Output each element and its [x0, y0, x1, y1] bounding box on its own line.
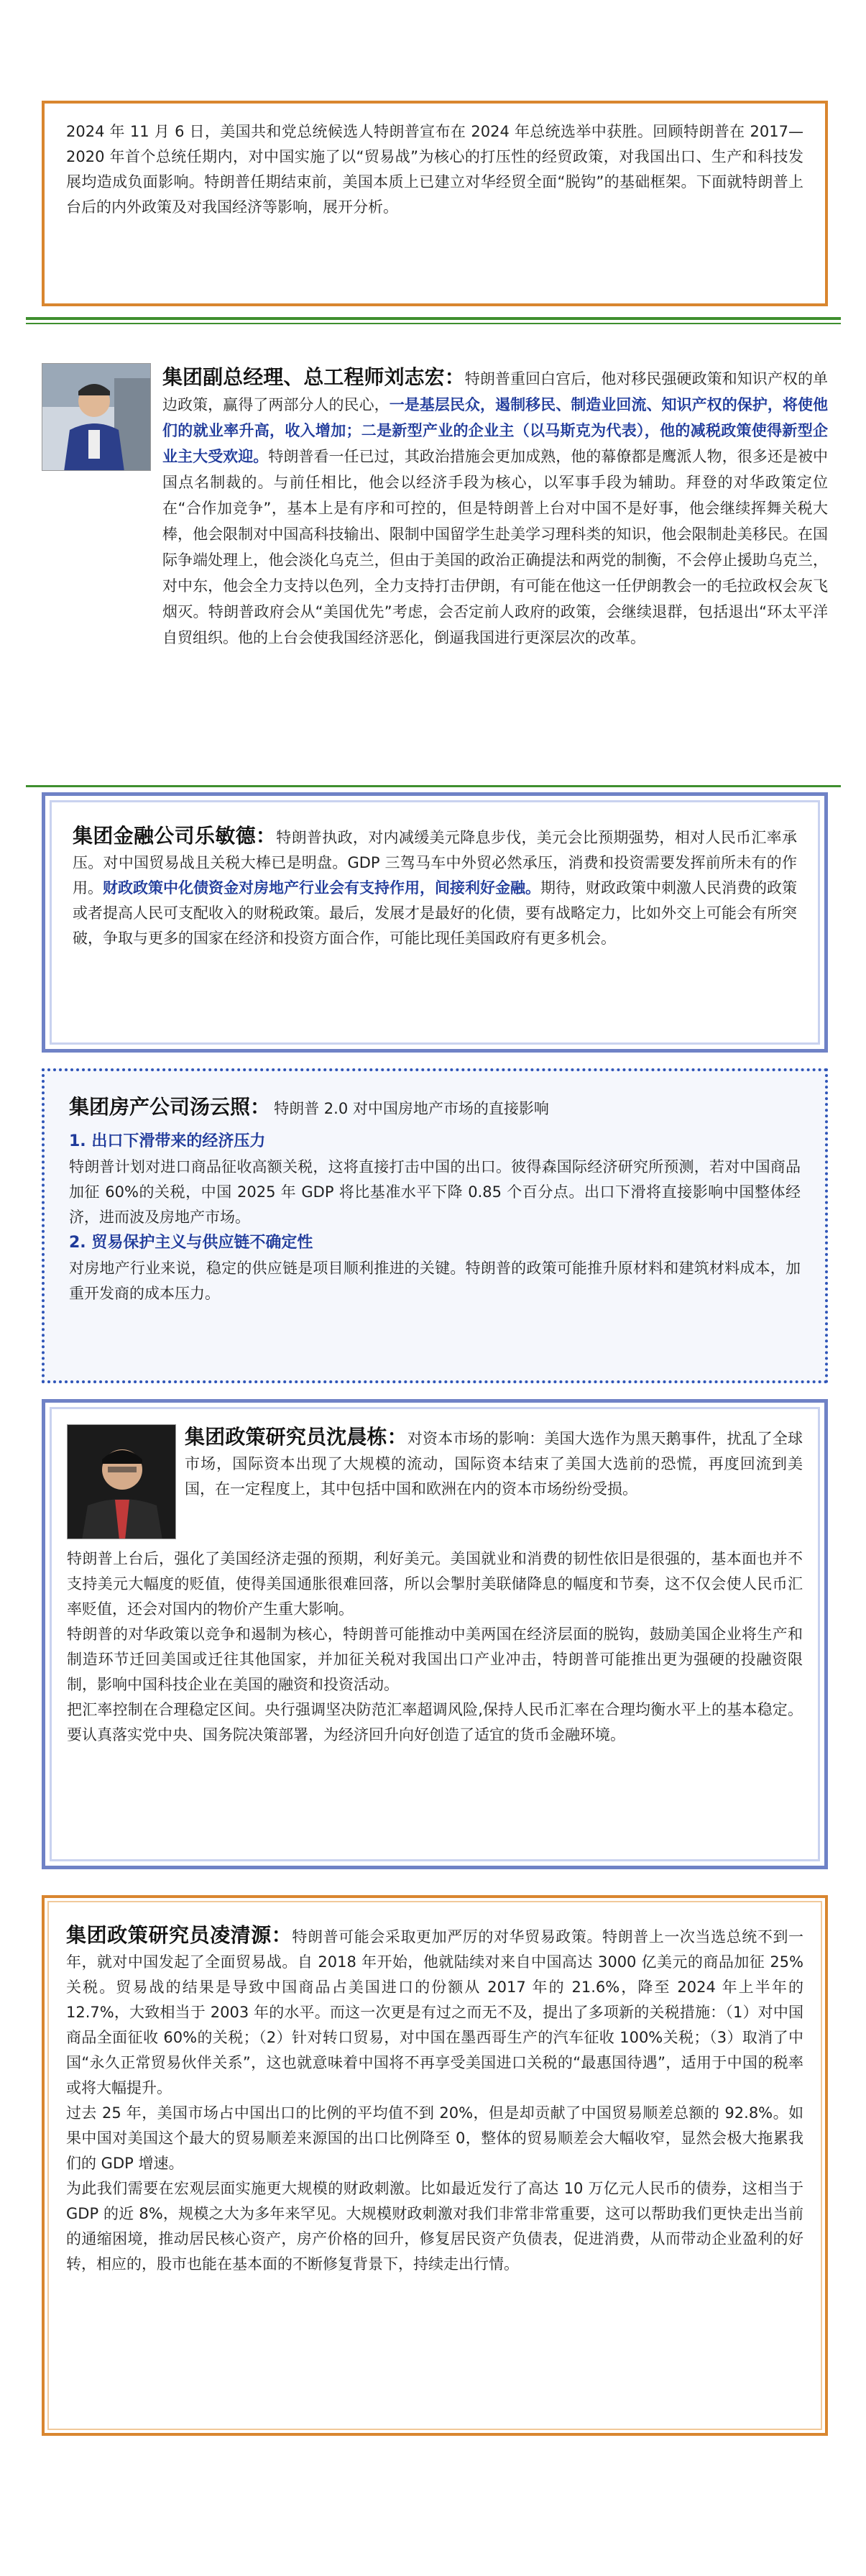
ling-text-a: 特朗普可能会采取更加严厉的对华贸易政策。特朗普上一次当选总统不到一年，就对中国发起了全面贸易战。自 2018 年开始，他就陆续对来自中国高达 3000 亿美元的商品加征 25%关税。贸易战的结果是导致中国商品占美国进口的份额从 2017 年的 21.6%，降至 2024 年上半年的 12.7%，大致相当于 2003 年的水平。而这一次更是有过之而无不及，提出了多项新的关税措施：（1）对中国商品全面征收 60%的关税；（2）针对转口贸易，对中国在墨西哥生产的汽车征收 100%关税；（3）取消了中国“永久正常贸易伙伴关系”，这也就意味着中国将不再享受美国进口关税的“最惠国待遇”，适用于中国的税率或将大幅提升。 — [66, 1928, 803, 2096]
shen-text-d: 把汇率控制在合理稳定区间。央行强调坚决防范汇率超调风险,保持人民币汇率在合理均衡水平上的基本稳定。要认真落实党中央、国务院决策部署，为经济回升向好创造了适宜的货币金融环境。 — [67, 1701, 803, 1743]
liu-text-c: 特朗普看一任已过，其政治措施会更加成熟，他的幕僚都是鹰派人物，很多还是被中国点名制裁的。与前任相比，他会以经济手段为核心，以军事手段为辅助。拜登的对华政策定位在“合作加竞争”，基本上是有序和可控的，但是特朗普上台对中国不是好事，他会继续挥舞关税大棒，他会限制对中国高科技输出、限制中国留学生赴美学习理科类的知识，他会限制赴美移民。在国际争端处理上，他会淡化乌克兰，但由于美国的政治正确提法和两党的制衡，不会停止援助乌克兰，对中东，他会全力支持以色列，全力支持打击伊朗，有可能在他这一任伊朗教会一的毛拉政权会灰飞烟灭。特朗普政府会从“美国优先”考虑，会否定前人政府的政策，会继续退群，包括退出“环太平洋自贸组织。他的上台会使我国经济恶化，倒逼我国进行更深层次的改革。 — [162, 448, 828, 646]
tang-item2-title: 2. 贸易保护主义与供应链不确定性 — [69, 1234, 313, 1252]
shen-name: 集团政策研究员沈晨栋： — [185, 1425, 407, 1449]
ling-text-b: 过去 25 年，美国市场占中国出口的比例的平均值不到 20%，但是却贡献了中国贸易顺差总额的 92.8%。如果中国对美国这个最大的贸易顺差来源国的出口比例降至 0，整体的贸易顺差会大幅收窄，显然会极大拖累我们的 GDP 增速。 — [66, 2104, 803, 2172]
le-highlight: 财政政策中化债资金对房地产行业会有支持作用，间接利好金融。 — [103, 879, 540, 897]
tang-item1-text: 特朗普计划对进口商品征收高额关税，这将直接打击中国的出口。彼得森国际经济研究所预测，若对中国商品加征 60%的关税，中国 2025 年 GDP 将比基准水平下降 0.85 个百分点。出口下滑将直接影响中国整体经济，进而波及房地产市场。 — [69, 1158, 801, 1226]
section-divider — [26, 317, 841, 320]
liu-highlight: 一是基层民众，遏制移民、制造业回流、知识产权的保护，将使他们的就业率升高，收入增加；二是新型产业的企业主（以马斯克为代表），他的减税政策使得新型企业主大受欢迎。 — [162, 396, 829, 465]
shen-text-a: 对资本市场的影响：美国大选作为黑天鹅事件，扰乱了全球市场，国际资本出现了大规模的流动，国际资本结束了美国大选前的恐慌，再度回流到美国，在一定程度上，其中包括中国和欧洲在内的资本市场纷纷受损。 — [185, 1430, 803, 1498]
le-text-c: 期待，财政政策中刺激人民消费的政策或者提高人民可支配收入的财税政策。最后，发展才是最好的化债，要有战略定力，比如外交上可能会有所突破，争取与更多的国家在经济和投资方面合作，可能比现任美国政府有更多机会。 — [73, 879, 797, 947]
intro-box — [42, 101, 828, 306]
ling-name: 集团政策研究员凌清源： — [66, 1923, 292, 1947]
liu-name: 集团副总经理、总工程师刘志宏： — [162, 365, 465, 389]
le-text-a: 特朗普执政，对内减缓美元降息步伐，美元会比预期强势，相对人民币汇率承压。对中国贸易战且关税大棒已是明盘。GDP 三驾马车中外贸必然承压，消费和投资需要发挥前所未有的作用。 — [73, 829, 797, 897]
section-divider-thin — [26, 323, 841, 324]
tang-box — [42, 1068, 828, 1383]
liu-text-a: 特朗普重回白宫后，他对移民强硬政策和知识产权的单边政策，赢得了两部分人的民心， — [162, 370, 828, 413]
ling-text-c: 为此我们需要在宏观层面实施更大规模的财政刺激。比如最近发行了高达 10 万亿元人民币的债券，这相当于 GDP 的近 8%，规模之大为多年来罕见。大规模财政刺激对我们非常非常重要，这可以帮助我们更快走出当前的通缩困境，推动居民核心资产，房产价格的回升，修复居民资产负债表，促进消费，从而带动企业盈利的好转，相应的，股市也能在基本面的不断修复背景下，持续走出行情。 — [66, 2180, 803, 2273]
shen-box — [42, 1399, 828, 1869]
le-box — [42, 792, 828, 1053]
shen-photo — [67, 1424, 176, 1539]
shen-text-b: 特朗普上台后，强化了美国经济走强的预期，利好美元。美国就业和消费的韧性依旧是很强的，基本面也并不支持美元大幅度的贬值，使得美国通胀很难回落，所以会掣肘美联储降息的幅度和节奏，这不仅会使人民币汇率贬值，还会对国内的物价产生重大影响。 — [67, 1550, 803, 1618]
shen-text-c: 特朗普的对华政策以竞争和遏制为核心，特朗普可能推动中美两国在经济层面的脱钩，鼓励美国企业将生产和制造环节迁回美国或迁往其他国家，并加征关税对我国出口产业冲击，特朗普可能推出更为强硬的投融资限制，影响中国科技企业在美国的融资和投资活动。 — [67, 1626, 803, 1693]
tang-item2-text: 对房地产行业来说，稳定的供应链是项目顺利推进的关键。特朗普的政策可能推升原材料和建筑材料成本，加重开发商的成本压力。 — [69, 1260, 801, 1302]
tang-subtitle: 特朗普 2.0 对中国房地产市场的直接影响 — [274, 1100, 549, 1117]
intro-text: 2024 年 11 月 6 日，美国共和党总统候选人特朗普宣布在 2024 年总统选举中获胜。回顾特朗普在 2017—2020 年首个总统任期内，对中国实施了以“贸易战”为核心的打压性的经贸政策，对我国出口、生产和科技发展均造成负面影响。特朗普任期结束前，美国本质上已建立对华经贸全面“脱钩”的基础框架。下面就特朗普上台后的内外政策及对我国经济等影响，展开分析。 — [66, 123, 803, 216]
tang-name: 集团房产公司汤云照： — [69, 1095, 271, 1119]
tang-item1-title: 1. 出口下滑带来的经济压力 — [69, 1132, 266, 1150]
section-divider — [26, 785, 841, 787]
ling-box — [42, 1895, 828, 2436]
le-name: 集团金融公司乐敏德： — [73, 824, 277, 848]
liu-section — [42, 357, 828, 781]
